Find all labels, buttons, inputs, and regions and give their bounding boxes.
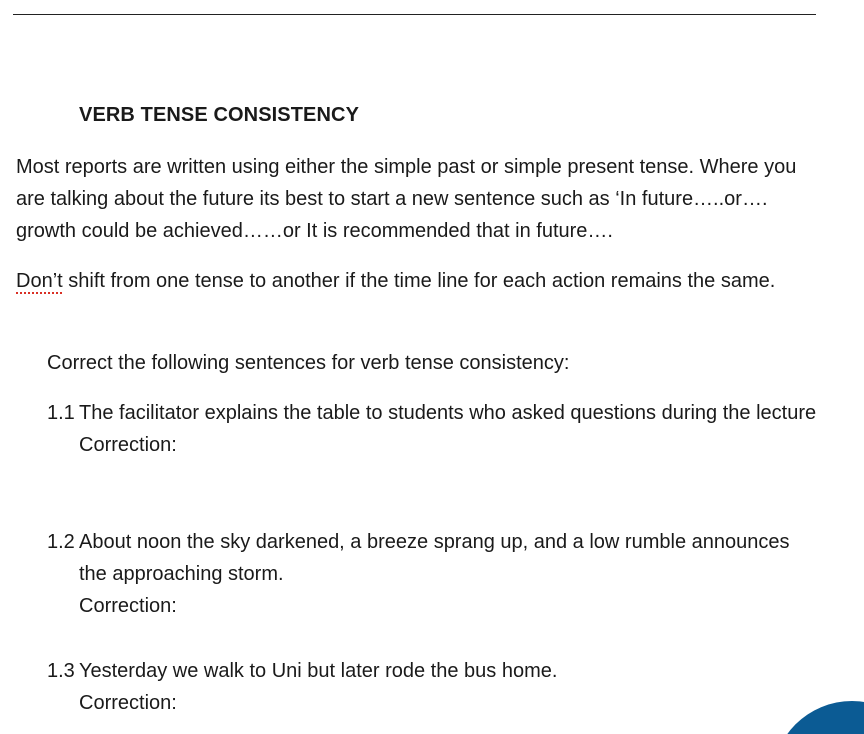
header-rule bbox=[13, 14, 816, 15]
exercise-number: 1.2 bbox=[47, 531, 75, 553]
correction-label: Correction: bbox=[79, 595, 177, 617]
correction-label: Correction: bbox=[79, 434, 177, 456]
exercise-item[interactable] bbox=[47, 655, 817, 720]
exercise-instruction[interactable]: Correct the following sentences for verb tense consistency: bbox=[47, 352, 570, 374]
tense-rule-text: shift from one tense to another if the time line for each action remains the same. bbox=[62, 270, 776, 292]
exercise-number: 1.1 bbox=[47, 402, 75, 424]
correction-label: Correction: bbox=[79, 692, 177, 714]
exercise-number: 1.3 bbox=[47, 660, 75, 682]
spellcheck-flagged-word[interactable]: Don’t bbox=[16, 270, 63, 292]
section-heading: VERB TENSE CONSISTENCY bbox=[79, 104, 360, 126]
exercise-item[interactable] bbox=[47, 397, 817, 462]
intro-paragraph[interactable]: Most reports are written using either the simple past or simple present tense. Where you are talking about the future its best to start a new sentence such as ‘In future…..or…. growth could be achieved……or It is recommended that in future…. bbox=[16, 156, 797, 242]
exercise-item[interactable] bbox=[47, 526, 817, 623]
tense-rule-paragraph[interactable] bbox=[16, 265, 816, 297]
exercise-sentence: Yesterday we walk to Uni but later rode the bus home. bbox=[79, 660, 558, 682]
exercise-sentence: About noon the sky darkened, a breeze sprang up, and a low rumble announces the approaching storm. bbox=[79, 531, 790, 585]
exercise-sentence: The facilitator explains the table to students who asked questions during the lecture bbox=[79, 402, 817, 424]
